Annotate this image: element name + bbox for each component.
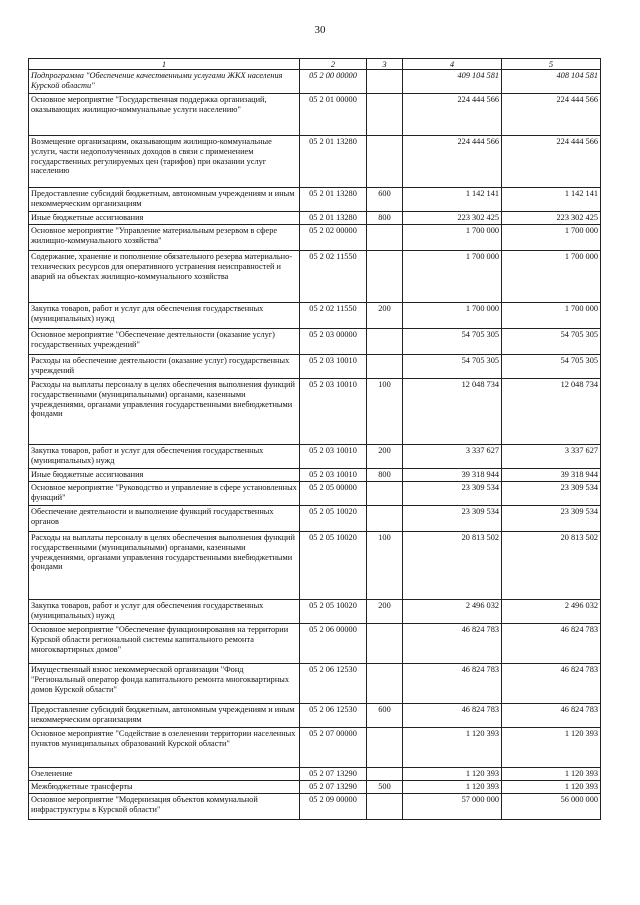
row-code-cell: 05 2 05 10020 (300, 600, 367, 624)
row-amount-col4-cell: 1 120 393 (403, 768, 502, 781)
table-header-row (29, 59, 601, 70)
row-amount-col4-cell: 224 444 566 (403, 136, 502, 188)
row-name-cell: Основное мероприятие "Модернизация объектов коммунальной инфраструктуры в Курской области" (29, 794, 300, 820)
row-name-cell: Иные бюджетные ассигнования (29, 212, 300, 225)
row-amount-col5-cell: 1 700 000 (502, 303, 601, 329)
row-amount-col4-cell: 2 496 032 (403, 600, 502, 624)
row-code-cell: 05 2 01 13280 (300, 212, 367, 225)
row-amount-col5-cell: 224 444 566 (502, 136, 601, 188)
row-expense-type-cell (367, 136, 403, 188)
row-amount-col5-cell: 46 824 783 (502, 624, 601, 664)
table-row (29, 70, 601, 94)
row-expense-type-cell: 500 (367, 781, 403, 794)
row-amount-col5-cell: 39 318 944 (502, 469, 601, 482)
row-expense-type-cell (367, 355, 403, 379)
row-expense-type-cell: 800 (367, 212, 403, 225)
row-name-cell: Основное мероприятие "Управление материальным резервом в сфере жилищно-коммунального хозяйства" (29, 225, 300, 251)
row-name-cell: Обеспечение деятельности и выполнение функций государственных органов (29, 506, 300, 532)
row-expense-type-cell: 800 (367, 469, 403, 482)
row-name-cell: Иные бюджетные ассигнования (29, 469, 300, 482)
table-row (29, 506, 601, 532)
table-row (29, 136, 601, 188)
row-amount-col4-cell: 3 337 627 (403, 445, 502, 469)
row-amount-col4-cell: 46 824 783 (403, 664, 502, 704)
table-body (29, 70, 601, 820)
row-expense-type-cell: 600 (367, 704, 403, 728)
row-code-cell: 05 2 06 12530 (300, 704, 367, 728)
row-code-cell: 05 2 03 10010 (300, 379, 367, 445)
row-amount-col5-cell: 46 824 783 (502, 704, 601, 728)
row-amount-col4-cell: 39 318 944 (403, 469, 502, 482)
row-expense-type-cell (367, 768, 403, 781)
row-expense-type-cell (367, 329, 403, 355)
row-amount-col4-cell: 1 120 393 (403, 728, 502, 768)
table-row (29, 794, 601, 820)
row-expense-type-cell: 200 (367, 600, 403, 624)
row-amount-col5-cell: 54 705 305 (502, 355, 601, 379)
row-expense-type-cell: 200 (367, 303, 403, 329)
row-amount-col5-cell: 224 444 566 (502, 94, 601, 136)
row-amount-col4-cell: 23 309 534 (403, 506, 502, 532)
row-name-cell: Основное мероприятие "Содействие в озеленении территории населенных пунктов муниципальных образований Курской области" (29, 728, 300, 768)
row-name-cell: Предоставление субсидий бюджетным, автономным учреждениям и иным некоммерческим организациям (29, 704, 300, 728)
row-name-cell: Межбюджетные трансферты (29, 781, 300, 794)
row-code-cell: 05 2 01 13280 (300, 136, 367, 188)
table-row (29, 329, 601, 355)
table-row (29, 664, 601, 704)
table-row (29, 188, 601, 212)
page-number: 30 (314, 24, 326, 36)
table-row (29, 225, 601, 251)
table-row (29, 355, 601, 379)
table-row (29, 532, 601, 600)
row-expense-type-cell (367, 482, 403, 506)
row-amount-col5-cell: 1 700 000 (502, 225, 601, 251)
row-amount-col4-cell: 1 700 000 (403, 225, 502, 251)
row-code-cell: 05 2 02 11550 (300, 303, 367, 329)
row-code-cell: 05 2 01 00000 (300, 94, 367, 136)
header-col-2: 2 (300, 59, 367, 70)
table-row (29, 469, 601, 482)
row-expense-type-cell: 100 (367, 379, 403, 445)
row-amount-col5-cell: 408 104 581 (502, 70, 601, 94)
row-amount-col5-cell: 23 309 534 (502, 482, 601, 506)
row-amount-col5-cell: 1 120 393 (502, 728, 601, 768)
row-amount-col5-cell: 1 142 141 (502, 188, 601, 212)
row-code-cell: 05 2 07 00000 (300, 728, 367, 768)
header-col-3: 3 (367, 59, 403, 70)
row-code-cell: 05 2 02 11550 (300, 251, 367, 303)
row-code-cell: 05 2 02 00000 (300, 225, 367, 251)
row-expense-type-cell (367, 70, 403, 94)
table-row (29, 303, 601, 329)
row-amount-col5-cell: 3 337 627 (502, 445, 601, 469)
row-expense-type-cell (367, 624, 403, 664)
row-amount-col4-cell: 1 700 000 (403, 251, 502, 303)
row-expense-type-cell (367, 94, 403, 136)
row-name-cell: Закупка товаров, работ и услуг для обеспечения государственных (муниципальных) нужд (29, 445, 300, 469)
row-expense-type-cell (367, 664, 403, 704)
row-expense-type-cell: 200 (367, 445, 403, 469)
row-amount-col5-cell: 1 700 000 (502, 251, 601, 303)
header-col-5: 5 (502, 59, 601, 70)
row-code-cell: 05 2 00 00000 (300, 70, 367, 94)
row-name-cell: Закупка товаров, работ и услуг для обеспечения государственных (муниципальных) нужд (29, 303, 300, 329)
row-amount-col5-cell: 1 120 393 (502, 781, 601, 794)
row-name-cell: Имущественный взнос некоммерческой организации "Фонд "Региональный оператор фонда капитального ремонта многоквартирных домов Курской области" (29, 664, 300, 704)
row-amount-col4-cell: 1 700 000 (403, 303, 502, 329)
row-name-cell: Основное мероприятие "Руководство и управление в сфере установленных функций" (29, 482, 300, 506)
row-name-cell: Основное мероприятие "Обеспечение функционирования на территории Курской области региональной системы капитального ремонта многоквартирных домов" (29, 624, 300, 664)
header-col-4: 4 (403, 59, 502, 70)
row-code-cell: 05 2 01 13280 (300, 188, 367, 212)
table-row (29, 728, 601, 768)
row-name-cell: Расходы на обеспечение деятельности (оказание услуг) государственных учреждений (29, 355, 300, 379)
row-amount-col5-cell: 1 120 393 (502, 768, 601, 781)
row-expense-type-cell (367, 225, 403, 251)
row-amount-col5-cell: 20 813 502 (502, 532, 601, 600)
row-expense-type-cell (367, 794, 403, 820)
row-amount-col5-cell: 56 000 000 (502, 794, 601, 820)
row-code-cell: 05 2 03 00000 (300, 329, 367, 355)
table-row (29, 212, 601, 225)
table-row (29, 600, 601, 624)
row-code-cell: 05 2 05 10020 (300, 532, 367, 600)
row-name-cell: Основное мероприятие "Обеспечение деятельности (оказание услуг) государственных учреждений" (29, 329, 300, 355)
header-col-1: 1 (29, 59, 300, 70)
row-name-cell: Расходы на выплаты персоналу в целях обеспечения выполнения функций государственными (муниципальными) органами, казенными учреждениями, органами управления государственными внебюджетными фондами (29, 532, 300, 600)
row-amount-col5-cell: 23 309 534 (502, 506, 601, 532)
row-code-cell: 05 2 06 00000 (300, 624, 367, 664)
row-amount-col4-cell: 54 705 305 (403, 355, 502, 379)
row-amount-col5-cell: 54 705 305 (502, 329, 601, 355)
row-expense-type-cell (367, 251, 403, 303)
table-row (29, 94, 601, 136)
row-code-cell: 05 2 05 10020 (300, 506, 367, 532)
row-expense-type-cell: 600 (367, 188, 403, 212)
row-amount-col5-cell: 12 048 734 (502, 379, 601, 445)
row-code-cell: 05 2 05 00000 (300, 482, 367, 506)
row-name-cell: Расходы на выплаты персоналу в целях обеспечения выполнения функций государственными (муниципальными) органами, казенными учреждениями, органами управления государственными внебюджетными фондами (29, 379, 300, 445)
row-code-cell: 05 2 03 10010 (300, 355, 367, 379)
row-name-cell: Возмещение организациям, оказывающим жилищно-коммунальные услуги, части недополученных доходов в связи с применением государственных регулируемых цен (тарифов) при оказании услуг населению (29, 136, 300, 188)
row-amount-col4-cell: 46 824 783 (403, 704, 502, 728)
row-amount-col4-cell: 20 813 502 (403, 532, 502, 600)
table-row (29, 379, 601, 445)
table-row (29, 768, 601, 781)
row-expense-type-cell (367, 506, 403, 532)
table-row (29, 624, 601, 664)
row-code-cell: 05 2 07 13290 (300, 768, 367, 781)
row-code-cell: 05 2 09 00000 (300, 794, 367, 820)
table-row (29, 781, 601, 794)
row-amount-col4-cell: 409 104 581 (403, 70, 502, 94)
row-name-cell: Озеленение (29, 768, 300, 781)
row-amount-col4-cell: 57 000 000 (403, 794, 502, 820)
table-row (29, 445, 601, 469)
row-amount-col5-cell: 2 496 032 (502, 600, 601, 624)
row-amount-col4-cell: 12 048 734 (403, 379, 502, 445)
row-amount-col4-cell: 1 142 141 (403, 188, 502, 212)
table-row (29, 482, 601, 506)
row-amount-col5-cell: 46 824 783 (502, 664, 601, 704)
row-amount-col4-cell: 46 824 783 (403, 624, 502, 664)
table-row (29, 704, 601, 728)
row-amount-col4-cell: 224 444 566 (403, 94, 502, 136)
row-amount-col4-cell: 1 120 393 (403, 781, 502, 794)
row-expense-type-cell: 100 (367, 532, 403, 600)
row-name-cell: Подпрограмма "Обеспечение качественными услугами ЖКХ населения Курской области" (29, 70, 300, 94)
row-name-cell: Закупка товаров, работ и услуг для обеспечения государственных (муниципальных) нужд (29, 600, 300, 624)
row-code-cell: 05 2 07 13290 (300, 781, 367, 794)
table-row (29, 251, 601, 303)
row-code-cell: 05 2 06 12530 (300, 664, 367, 704)
row-name-cell: Предоставление субсидий бюджетным, автономным учреждениям и иным некоммерческим организациям (29, 188, 300, 212)
row-expense-type-cell (367, 728, 403, 768)
budget-table (28, 58, 601, 820)
row-amount-col4-cell: 54 705 305 (403, 329, 502, 355)
row-name-cell: Содержание, хранение и пополнение обязательного резерва материально-технических ресурсов для оперативного устранения неисправностей и аварий на объектах жилищно-коммунального хозяйства (29, 251, 300, 303)
row-amount-col4-cell: 23 309 534 (403, 482, 502, 506)
row-code-cell: 05 2 03 10010 (300, 469, 367, 482)
row-code-cell: 05 2 03 10010 (300, 445, 367, 469)
row-name-cell: Основное мероприятие "Государственная поддержка организаций, оказывающих жилищно-коммунальные услуги населению" (29, 94, 300, 136)
row-amount-col5-cell: 223 302 425 (502, 212, 601, 225)
row-amount-col4-cell: 223 302 425 (403, 212, 502, 225)
